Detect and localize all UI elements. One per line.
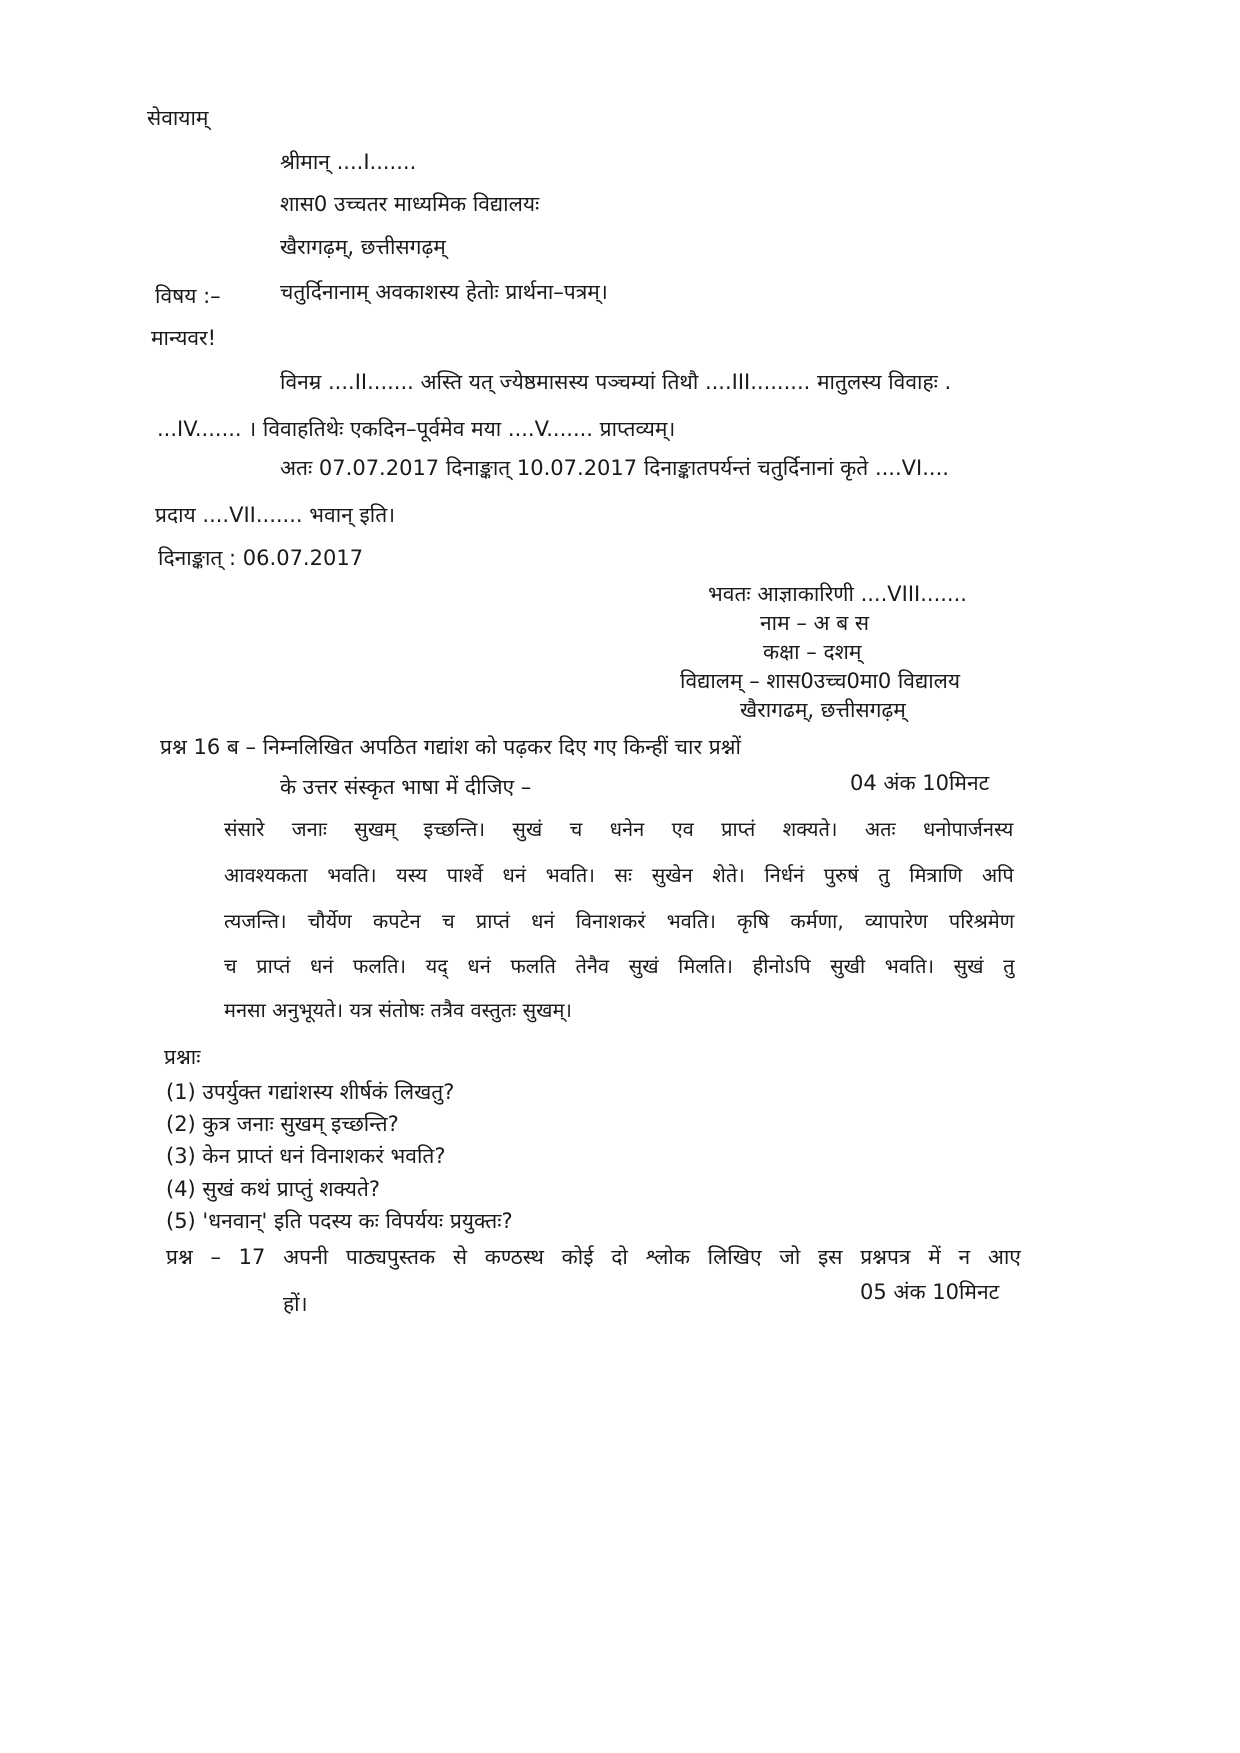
greeting: मान्यवर! bbox=[151, 326, 217, 350]
letter-body-line: ...IV....... । विवाहतिथेः एकदिन–पूर्वमेव मया ....V....... प्राप्तव्यम्। bbox=[157, 417, 676, 441]
questions-label: प्रश्नाः bbox=[164, 1045, 201, 1069]
subject-text: चतुर्दिनानाम् अवकाशस्य हेतोः प्रार्थना–पत्रम्। bbox=[280, 280, 608, 304]
school-name: शास0 उच्चतर माध्यमिक विद्यालयः bbox=[280, 192, 540, 216]
signature-class: कक्षा – दशम् bbox=[763, 640, 862, 664]
passage-line: आवश्यकता भवति। यस्य पार्श्वे धनं भवति। सः सुखेन शेते। निर्धनं पुरुषं तु मित्राणि अपि bbox=[224, 863, 1014, 887]
signature-line: भवतः आज्ञाकारिणी ....VIII....... bbox=[708, 582, 967, 606]
letter-body-line: अतः 07.07.2017 दिनाङ्कात् 10.07.2017 दिनाङ्कातपर्यन्तं चतुर्दिनानां कृते ....VI.... bbox=[280, 456, 949, 480]
school-place: खैरागढ़म्, छत्तीसगढ़म् bbox=[280, 235, 446, 259]
question-item: (2) कुत्र जनाः सुखम् इच्छन्ति? bbox=[166, 1112, 399, 1136]
question-item: (5) 'धनवान्' इति पदस्य कः विपर्ययः प्रयुक्तः? bbox=[166, 1209, 513, 1233]
question-17-title-cont: हों। bbox=[283, 1292, 308, 1316]
question-item: (1) उपर्युक्त गद्यांशस्य शीर्षकं लिखतु? bbox=[166, 1080, 455, 1104]
question-17-title: प्रश्न – 17 अपनी पाठ्यपुस्तक से कण्ठस्थ कोई दो श्लोक लिखिए जो इस प्रश्नपत्र में न आए bbox=[166, 1245, 1021, 1269]
question-item: (4) सुखं कथं प्राप्तुं शक्यते? bbox=[166, 1177, 381, 1201]
question-item: (3) केन प्राप्तं धनं विनाशकरं भवति? bbox=[166, 1144, 446, 1168]
signature-name: नाम – अ ब स bbox=[760, 611, 870, 635]
signature-school: विद्यालम् – शास0उच्च0मा0 विद्यालय bbox=[680, 669, 961, 693]
letter-body-line: प्रदाय ....VII....... भवान् इति। bbox=[155, 503, 396, 527]
addressee: श्रीमान् ....I....... bbox=[280, 150, 417, 174]
letter-date: दिनाङ्कात् : 06.07.2017 bbox=[158, 546, 364, 570]
passage-line: संसारे जनाः सुखम् इच्छन्ति। सुखं च धनेन एव प्राप्तं शक्यते। अतः धनोपार्जनस्य bbox=[224, 817, 1014, 841]
signature-place: खैरागढम्, छत्तीसगढ़म् bbox=[740, 698, 906, 722]
passage-line: त्यजन्ति। चौर्येण कपटेन च प्राप्तं धनं विनाशकरं भवति। कृषि कर्मणा, व्यापारेण परिश्रमेण bbox=[224, 909, 1015, 933]
question-17-marks: 05 अंक 10मिनट bbox=[860, 1280, 1000, 1304]
question-16-title-cont: के उत्तर संस्कृत भाषा में दीजिए – bbox=[280, 775, 532, 799]
passage-line-last: मनसा अनुभूयते। यत्र संतोषः तत्रैव वस्तुतः सुखम्। bbox=[224, 998, 572, 1022]
salutation-to: सेवायाम् bbox=[147, 106, 209, 130]
subject-label: विषय :– bbox=[155, 284, 221, 308]
letter-body-line: विनम्र ....II....... अस्ति यत् ज्येष्ठमासस्य पञ्चम्यां तिथौ ....III......... मातुलस्य विवाहः . bbox=[280, 370, 952, 394]
question-16-title: प्रश्न 16 ब – निम्नलिखित अपठित गद्यांश को पढ़कर दिए गए किन्हीं चार प्रश्नों bbox=[160, 735, 741, 759]
passage-line: च प्राप्तं धनं फलति। यद् धनं फलति तेनैव सुखं मिलति। हीनोऽपि सुखी भवति। सुखं तु bbox=[224, 954, 1015, 978]
question-16-marks: 04 अंक 10मिनट bbox=[850, 771, 990, 795]
